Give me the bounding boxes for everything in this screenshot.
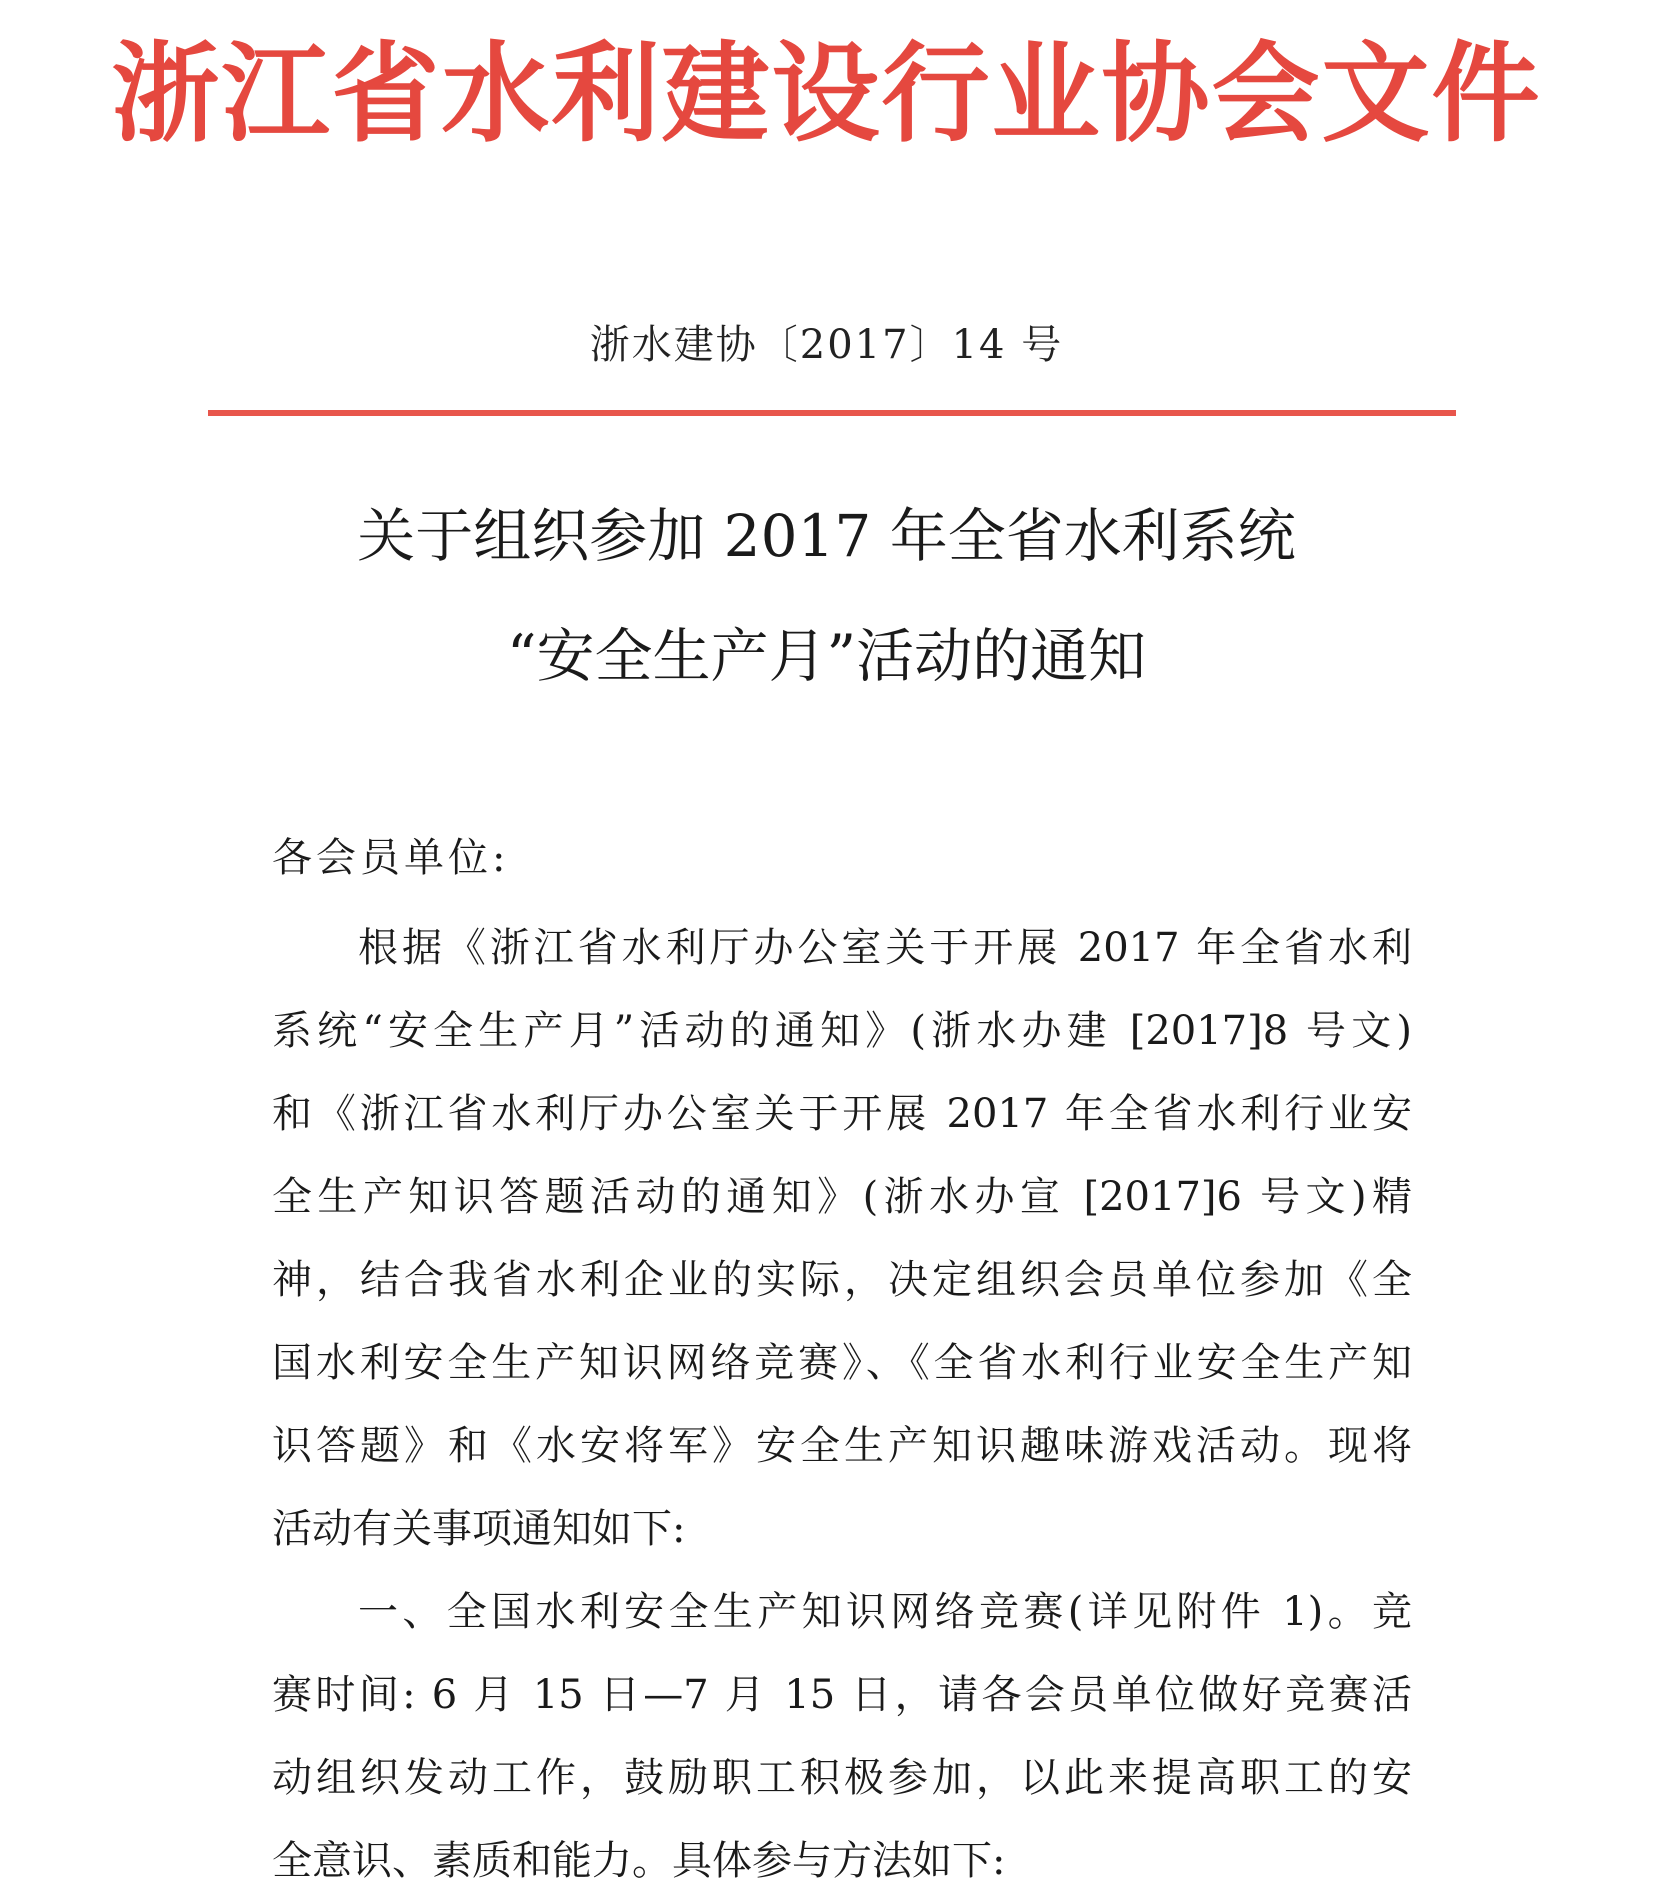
paragraph1-line-3: 和《浙江省水利厅办公室关于开展 2017 年全省水利行业安 (272, 1091, 1412, 1137)
paragraph1-line-2: 系统“安全生产月”活动的通知》(浙水办建 [2017]8 号文) (272, 1008, 1412, 1054)
paragraph1-line-4: 全生产知识答题活动的通知》(浙水办宣 [2017]6 号文)精 (272, 1174, 1412, 1220)
notice-title-line-1: 关于组织参加 2017 年全省水利系统 (357, 502, 1296, 570)
notice-title-line-2: “安全生产月”活动的通知 (506, 622, 1147, 690)
paragraph2-line-2: 赛时间: 6 月 15 日—7 月 15 日，请各会员单位做好竞赛活 (272, 1672, 1412, 1718)
org-file-title: 浙江省水利建设行业协会文件 (111, 32, 1542, 157)
paragraph2-line-3: 动组织发动工作，鼓励职工积极参加，以此来提高职工的安 (272, 1755, 1412, 1801)
document-number: 浙水建协〔2017〕14 号 (589, 322, 1064, 368)
paragraph1-line-8: 活动有关事项通知如下: (272, 1506, 686, 1552)
salutation: 各会员单位: (272, 835, 510, 881)
paragraph2-line-1: 一、全国水利安全生产知识网络竞赛(详见附件 1)。竞 (358, 1589, 1412, 1635)
paragraph1-line-1: 根据《浙江省水利厅办公室关于开展 2017 年全省水利 (358, 925, 1412, 971)
red-divider-line (208, 410, 1456, 416)
paragraph1-line-7: 识答题》和《水安将军》安全生产知识趣味游戏活动。现将 (272, 1423, 1412, 1469)
paragraph1-line-6: 国水利安全生产知识网络竞赛》、《全省水利行业安全生产知 (272, 1340, 1412, 1386)
paragraph2-line-4: 全意识、素质和能力。具体参与方法如下: (272, 1838, 1006, 1884)
paragraph1-line-5: 神，结合我省水利企业的实际，决定组织会员单位参加《全 (272, 1257, 1412, 1303)
